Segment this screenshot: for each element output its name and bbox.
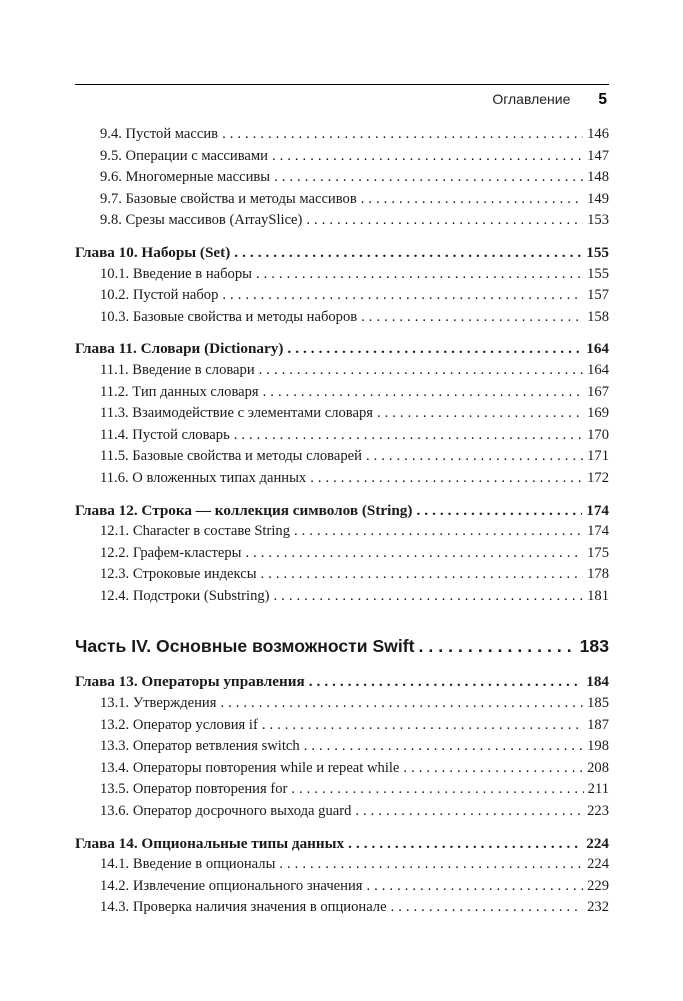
dot-leader: [416, 500, 582, 522]
dot-leader: [348, 833, 582, 855]
dot-leader: [261, 564, 584, 586]
dot-leader: [263, 382, 583, 404]
header-page-number: 5: [598, 91, 607, 108]
toc-entry-row: [75, 124, 609, 146]
toc-entry-page: 149: [587, 190, 609, 207]
toc-entry-label: 13.3. Оператор ветвления switch: [100, 738, 300, 755]
toc-entry-label: 12.1. Character в составе String: [100, 523, 290, 540]
dot-leader: [309, 671, 583, 693]
toc-entry-row: [75, 779, 609, 801]
toc-entry-row: [75, 360, 609, 382]
dot-leader: [304, 736, 583, 758]
toc-entry-label: 11.5. Базовые свойства и методы словарей: [100, 448, 362, 465]
dot-leader: [222, 285, 583, 307]
toc-entry-row: [75, 210, 609, 232]
dot-leader: [234, 425, 583, 447]
dot-leader: [418, 634, 575, 659]
toc-entry-page: 167: [587, 383, 609, 400]
toc-entry-page: 147: [587, 147, 609, 164]
toc-entry-row: [75, 876, 609, 898]
toc-entry-row: [75, 854, 609, 876]
dot-leader: [366, 876, 583, 898]
dot-leader: [294, 521, 583, 543]
dot-leader: [272, 146, 583, 168]
toc-entry-label: 9.5. Операции с массивами: [100, 147, 268, 164]
dot-leader: [403, 758, 583, 780]
toc-entry-row: [75, 468, 609, 490]
toc-entry-label: Глава 13. Операторы управления: [75, 673, 305, 691]
toc-entry-page: 153: [587, 212, 609, 229]
toc-entry-page: 146: [587, 126, 609, 142]
toc-entry-label: 13.1. Утверждения: [100, 695, 217, 712]
dot-leader: [291, 779, 583, 801]
toc-entry-page: 164: [586, 340, 609, 358]
dot-leader: [259, 360, 583, 382]
dot-leader: [366, 446, 583, 468]
toc-entry-label: 13.4. Операторы повторения while и repeat while: [100, 759, 400, 776]
toc-chapter-row: [75, 242, 609, 264]
toc-entry-page: 171: [587, 448, 609, 465]
dot-leader: [287, 338, 582, 360]
toc-entry-label: 14.2. Извлечение опционального значения: [100, 877, 363, 894]
toc-entry-page: 181: [587, 587, 609, 604]
toc-entry-page: 148: [587, 169, 609, 186]
toc-entry-page: 229: [587, 877, 609, 894]
toc-entry-row: [75, 264, 609, 286]
dot-leader: [256, 264, 583, 286]
running-header: [75, 84, 609, 109]
toc-entry-row: [75, 586, 609, 608]
toc-entry-page: 187: [587, 716, 609, 733]
dot-leader: [310, 468, 583, 490]
toc-entry-row: [75, 307, 609, 329]
toc-entry-page: 208: [587, 759, 609, 776]
toc-chapter-row: [75, 500, 609, 522]
toc-entry-row: [75, 146, 609, 168]
toc-entry-page: 155: [587, 265, 609, 282]
toc-entry-row: [75, 715, 609, 737]
dot-leader: [355, 801, 583, 823]
toc-entry-label: 14.3. Проверка наличия значения в опционале: [100, 899, 387, 916]
dot-leader: [222, 124, 583, 146]
toc-entry-page: 198: [587, 738, 609, 755]
toc-entry-label: 13.6. Оператор досрочного выхода guard: [100, 803, 352, 820]
toc-entry-row: [75, 285, 609, 307]
toc-entry-page: 178: [587, 566, 609, 583]
toc-entry-page: 183: [579, 636, 609, 657]
toc-entry-label: Глава 12. Строка — коллекция символов (String): [75, 501, 413, 519]
toc-chapter-row: [75, 338, 609, 360]
toc-entry-label: 10.3. Базовые свойства и методы наборов: [100, 308, 358, 325]
header-row: [75, 85, 609, 109]
toc-entry-row: [75, 801, 609, 823]
toc-part-row: [75, 634, 609, 659]
toc-entry-row: [75, 382, 609, 404]
toc-entry-label: 14.1. Введение в опционалы: [100, 856, 276, 873]
toc-entry-page: 158: [587, 308, 609, 325]
toc-chapter-row: [75, 833, 609, 855]
toc-entry-label: 9.6. Многомерные массивы: [100, 169, 271, 186]
toc-entry-label: 10.2. Пустой набор: [100, 287, 219, 304]
toc-entry-row: [75, 425, 609, 447]
toc-entry-page: 223: [587, 803, 609, 820]
toc-entry-page: 157: [587, 287, 609, 304]
dot-leader: [361, 189, 583, 211]
toc-entry-row: [75, 446, 609, 468]
toc-entry-label: 11.3. Взаимодействие с элементами словаря: [100, 405, 373, 422]
toc-entry-label: 11.1. Введение в словари: [100, 361, 255, 378]
toc-entry-page: 224: [586, 834, 609, 852]
dot-leader: [361, 307, 583, 329]
toc-chapter-row: [75, 671, 609, 693]
dot-leader: [279, 854, 583, 876]
header-title: Оглавление: [492, 91, 571, 107]
toc-entry-row: [75, 564, 609, 586]
toc-entry-row: [75, 897, 609, 919]
toc-entry-label: 11.2. Тип данных словаря: [100, 383, 259, 400]
dot-leader: [306, 210, 583, 232]
dot-leader: [220, 693, 583, 715]
toc-entry-row: [75, 693, 609, 715]
dot-leader: [262, 715, 583, 737]
toc-entry-page: 174: [587, 523, 609, 540]
dot-leader: [377, 403, 583, 425]
toc-entry-label: 13.5. Оператор повторения for: [100, 781, 288, 798]
toc-entry-label: 12.4. Подстроки (Substring): [100, 587, 270, 604]
toc-entry-row: [75, 543, 609, 565]
toc-entry-label: Глава 10. Наборы (Set): [75, 243, 231, 261]
toc-entry-row: [75, 403, 609, 425]
toc-entry-row: [75, 189, 609, 211]
toc-entry-label: Глава 14. Опциональные типы данных: [75, 834, 345, 852]
toc-entry-page: 175: [587, 544, 609, 561]
dot-leader: [245, 543, 583, 565]
toc-entry-page: 185: [587, 695, 609, 712]
toc-entry-page: 184: [586, 673, 609, 691]
toc-entry-row: [75, 167, 609, 189]
toc-entry-label: Часть IV. Основные возможности Swift: [75, 636, 415, 657]
toc-entry-label: 13.2. Оператор условия if: [100, 716, 258, 733]
toc-entry-label: 9.8. Срезы массивов (ArraySlice): [100, 212, 303, 229]
toc-entry-page: 164: [587, 361, 609, 378]
toc-entry-page: 211: [587, 781, 609, 798]
toc-entry-row: [75, 521, 609, 543]
toc-entry-page: 174: [586, 501, 609, 519]
toc-entry-label: 11.4. Пустой словарь: [100, 426, 230, 443]
toc-entry-label: 9.4. Пустой массив: [100, 126, 219, 142]
dot-leader: [274, 167, 583, 189]
toc-entry-page: 170: [587, 426, 609, 443]
toc-entry-label: 10.1. Введение в наборы: [100, 265, 252, 282]
dot-leader: [391, 897, 584, 919]
toc-entry-label: 9.7. Базовые свойства и методы массивов: [100, 190, 357, 207]
toc-entry-label: 11.6. О вложенных типах данных: [100, 469, 307, 486]
toc-entry-page: 224: [587, 856, 609, 873]
dot-leader: [274, 586, 584, 608]
toc-entry-page: 155: [586, 243, 609, 261]
toc-entry-row: [75, 758, 609, 780]
toc-entry-label: 12.2. Графем-кластеры: [100, 544, 242, 561]
table-of-contents: [75, 124, 609, 919]
toc-entry-page: 172: [587, 469, 609, 486]
toc-entry-row: [75, 736, 609, 758]
toc-entry-page: 232: [587, 899, 609, 916]
toc-entry-label: 12.3. Строковые индексы: [100, 566, 257, 583]
toc-entry-page: 169: [587, 405, 609, 422]
toc-entry-label: Глава 11. Словари (Dictionary): [75, 340, 284, 358]
dot-leader: [234, 242, 582, 264]
